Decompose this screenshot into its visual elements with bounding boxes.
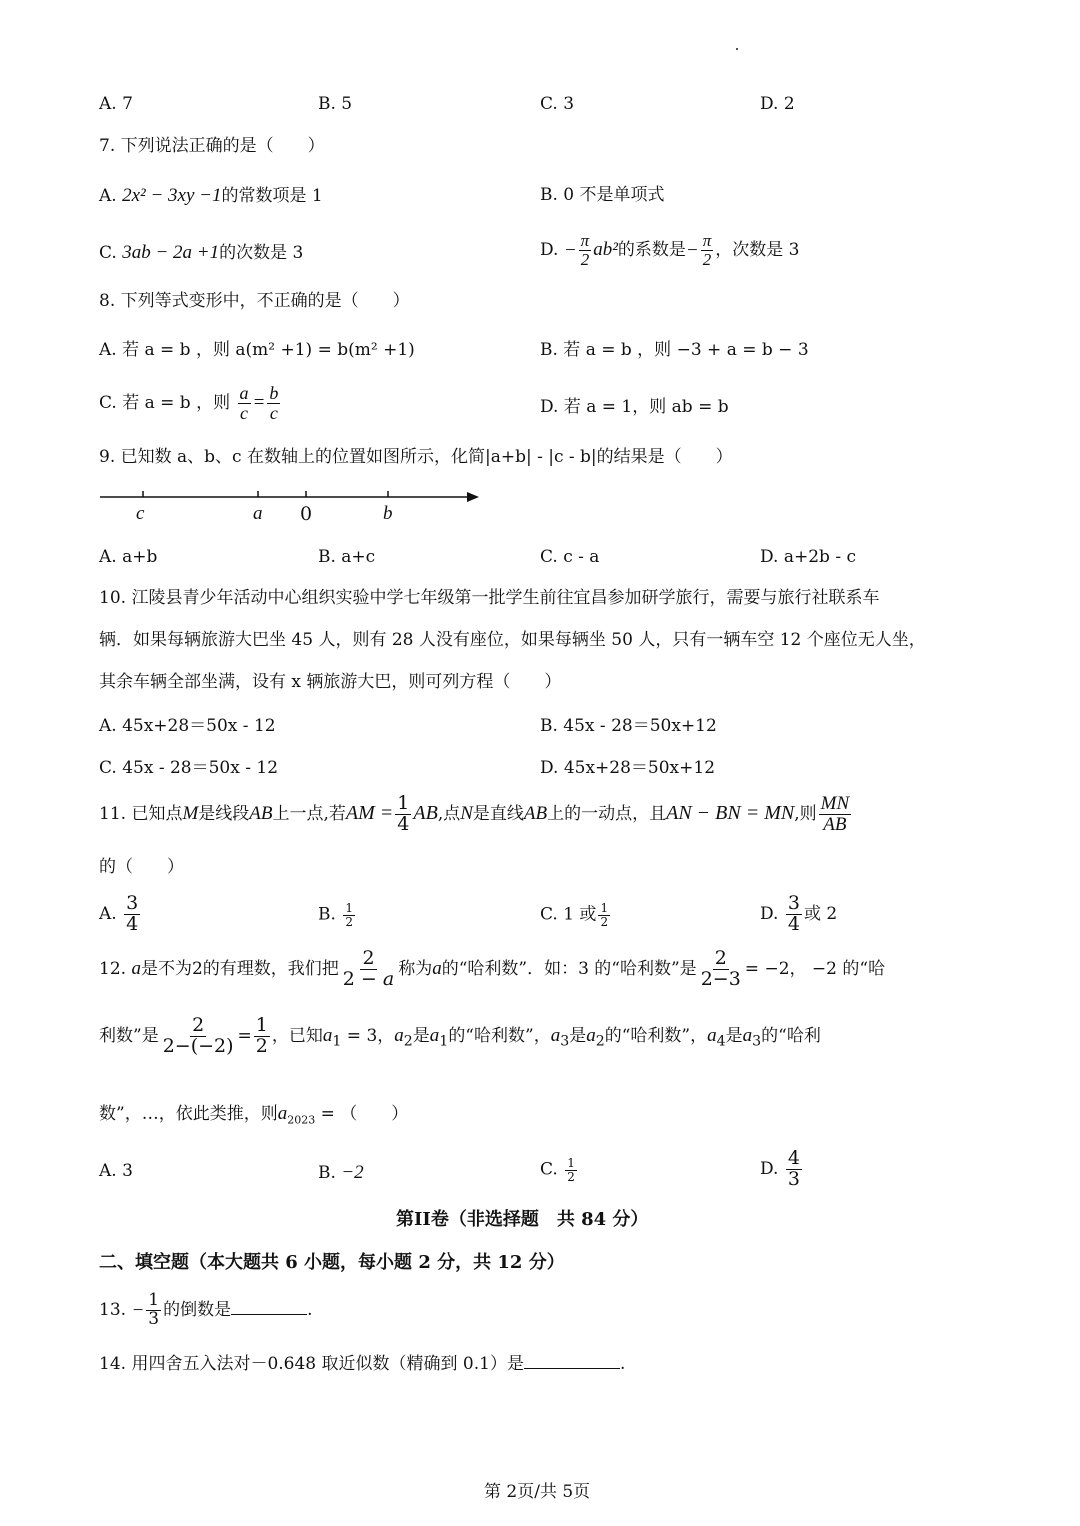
- q10-line-1: 10. 江陵县青少年活动中心组织实验中学七年级第一批学生前往宜昌参加研学旅行，需要与旅行社联系车: [99, 588, 880, 608]
- q6-option-b: B. 5: [318, 94, 353, 114]
- axis-label-b: b: [383, 503, 393, 524]
- q11-option-b: B. $\frac{1}{2}$: [318, 901, 353, 929]
- q7-stem: 7. 下列说法正确的是（ ）: [99, 136, 325, 156]
- q10-option-c: C. 45x - 28＝50x - 12: [99, 758, 279, 778]
- q8-option-d: D. 若 a = 1，则 ab = b: [540, 397, 729, 417]
- q8-option-b: B. 若 a = b ，则 −3 + a = b − 3: [540, 340, 809, 360]
- page-footer: 第 2页/共 5页: [484, 1482, 591, 1502]
- q6-option-c: C. 3: [540, 94, 575, 114]
- q10-option-a: A. 45x+28＝50x - 12: [99, 716, 276, 736]
- q12-option-d: D. $\frac{4}{3}$: [760, 1147, 800, 1190]
- q9-option-d: D. a+2b - c: [760, 547, 856, 567]
- q12-line-1: 12. a是不为2的有理数，我们把 $\frac{2}{2 - a}$ 称为a的“哈利数”．如：3 的“哈利数”是 $\frac{2}{2-3}$ = −2， −2 的“哈: [99, 947, 886, 990]
- q12-option-a: A. 3: [99, 1161, 133, 1181]
- axis-label-a: a: [253, 503, 263, 524]
- q14-answer-blank[interactable]: [524, 1354, 620, 1369]
- q12-option-c: C. $\frac{1}{2}$: [540, 1156, 575, 1184]
- q6-option-d: D. 2: [760, 94, 795, 114]
- q10-line-3: 其余车辆全部坐满，设有 x 辆旅游大巴，则可列方程（ ）: [99, 672, 562, 692]
- q7-option-b: B. 0 不是单项式: [540, 185, 665, 205]
- number-line: [95, 485, 485, 525]
- q7-option-d: D. − $\frac{\pi}{2}$ ab²的系数是− $\frac{\pi}{2}$ ，次数是 3: [540, 231, 800, 269]
- section2-title: 二、填空题（本大题共 6 小题，每小题 2 分，共 12 分）: [99, 1252, 565, 1273]
- q13-answer-blank[interactable]: [231, 1300, 307, 1315]
- q12-line-3: 数”，…，依此类推，则$a_{2023}$ = （ ）: [99, 1103, 409, 1127]
- scan-dot: [736, 48, 738, 50]
- part2-title: 第II卷（非选择题 共 84 分）: [396, 1209, 649, 1230]
- q12-option-b: B. −2: [318, 1162, 364, 1183]
- q10-option-d: D. 45x+28＝50x+12: [540, 758, 716, 778]
- q9-option-a: A. a+b: [99, 547, 158, 567]
- q6-option-a: A. 7: [99, 94, 133, 114]
- q9-stem: 9. 已知数 a、b、c 在数轴上的位置如图所示，化简|a+b| - |c - b|的结果是（ ）: [99, 447, 733, 467]
- q11-line-2: 的（ ）: [99, 857, 184, 877]
- q12-line-2: 利数”是 $\frac{2}{2-(-2)}$ = $\frac{1}{2}$ ，已知$a_1 = 3$，$a_2$是$a_1$的“哈利数”，$a_3$是$a_2$的“哈利数”，$a_4$是$a_3$的“哈利: [99, 1014, 821, 1057]
- q7-option-c: C. 3ab − 2a +1的次数是 3: [99, 242, 304, 263]
- q9-option-c: C. c - a: [540, 547, 600, 567]
- q13: 13. − $\frac{1}{3}$ 的倒数是 .: [99, 1290, 313, 1329]
- q8-option-c: C. 若 a = b ，则 $\frac{a}{c}$ = $\frac{b}{c}$: [99, 383, 279, 423]
- q11-option-a: A. $\frac{3}{4}$: [99, 892, 139, 935]
- q8-stem: 8. 下列等式变形中，不正确的是（ ）: [99, 291, 410, 311]
- q9-option-b: B. a+c: [318, 547, 376, 567]
- q11-option-d: D. $\frac{3}{4}$ 或 2: [760, 892, 838, 935]
- q8-option-a: A. 若 a = b ，则 a(m² +1) = b(m² +1): [99, 340, 415, 360]
- q14: 14. 用四舍五入法对－0.648 取近似数（精确到 0.1）是 .: [99, 1354, 626, 1374]
- q7-option-a: A. 2x² − 3xy −1的常数项是 1: [99, 185, 323, 206]
- q10-line-2: 辆．如果每辆旅游大巴坐 45 人，则有 28 人没有座位，如果每辆坐 50 人，只有一辆车空 12 个座位无人坐，: [99, 630, 926, 650]
- q11-option-c: C. 1 或 $\frac{1}{2}$: [540, 901, 609, 929]
- q11-stem: 11. 已知点M是线段AB上一点,若AM = $\frac{1}{4}$ AB,点N是直线AB上的一动点，且AN − BN = MN,则 $\frac{MN}{AB}$: [99, 792, 850, 835]
- q10-option-b: B. 45x - 28＝50x+12: [540, 716, 717, 736]
- axis-label-zero: 0: [300, 503, 313, 525]
- axis-label-c: c: [136, 503, 145, 524]
